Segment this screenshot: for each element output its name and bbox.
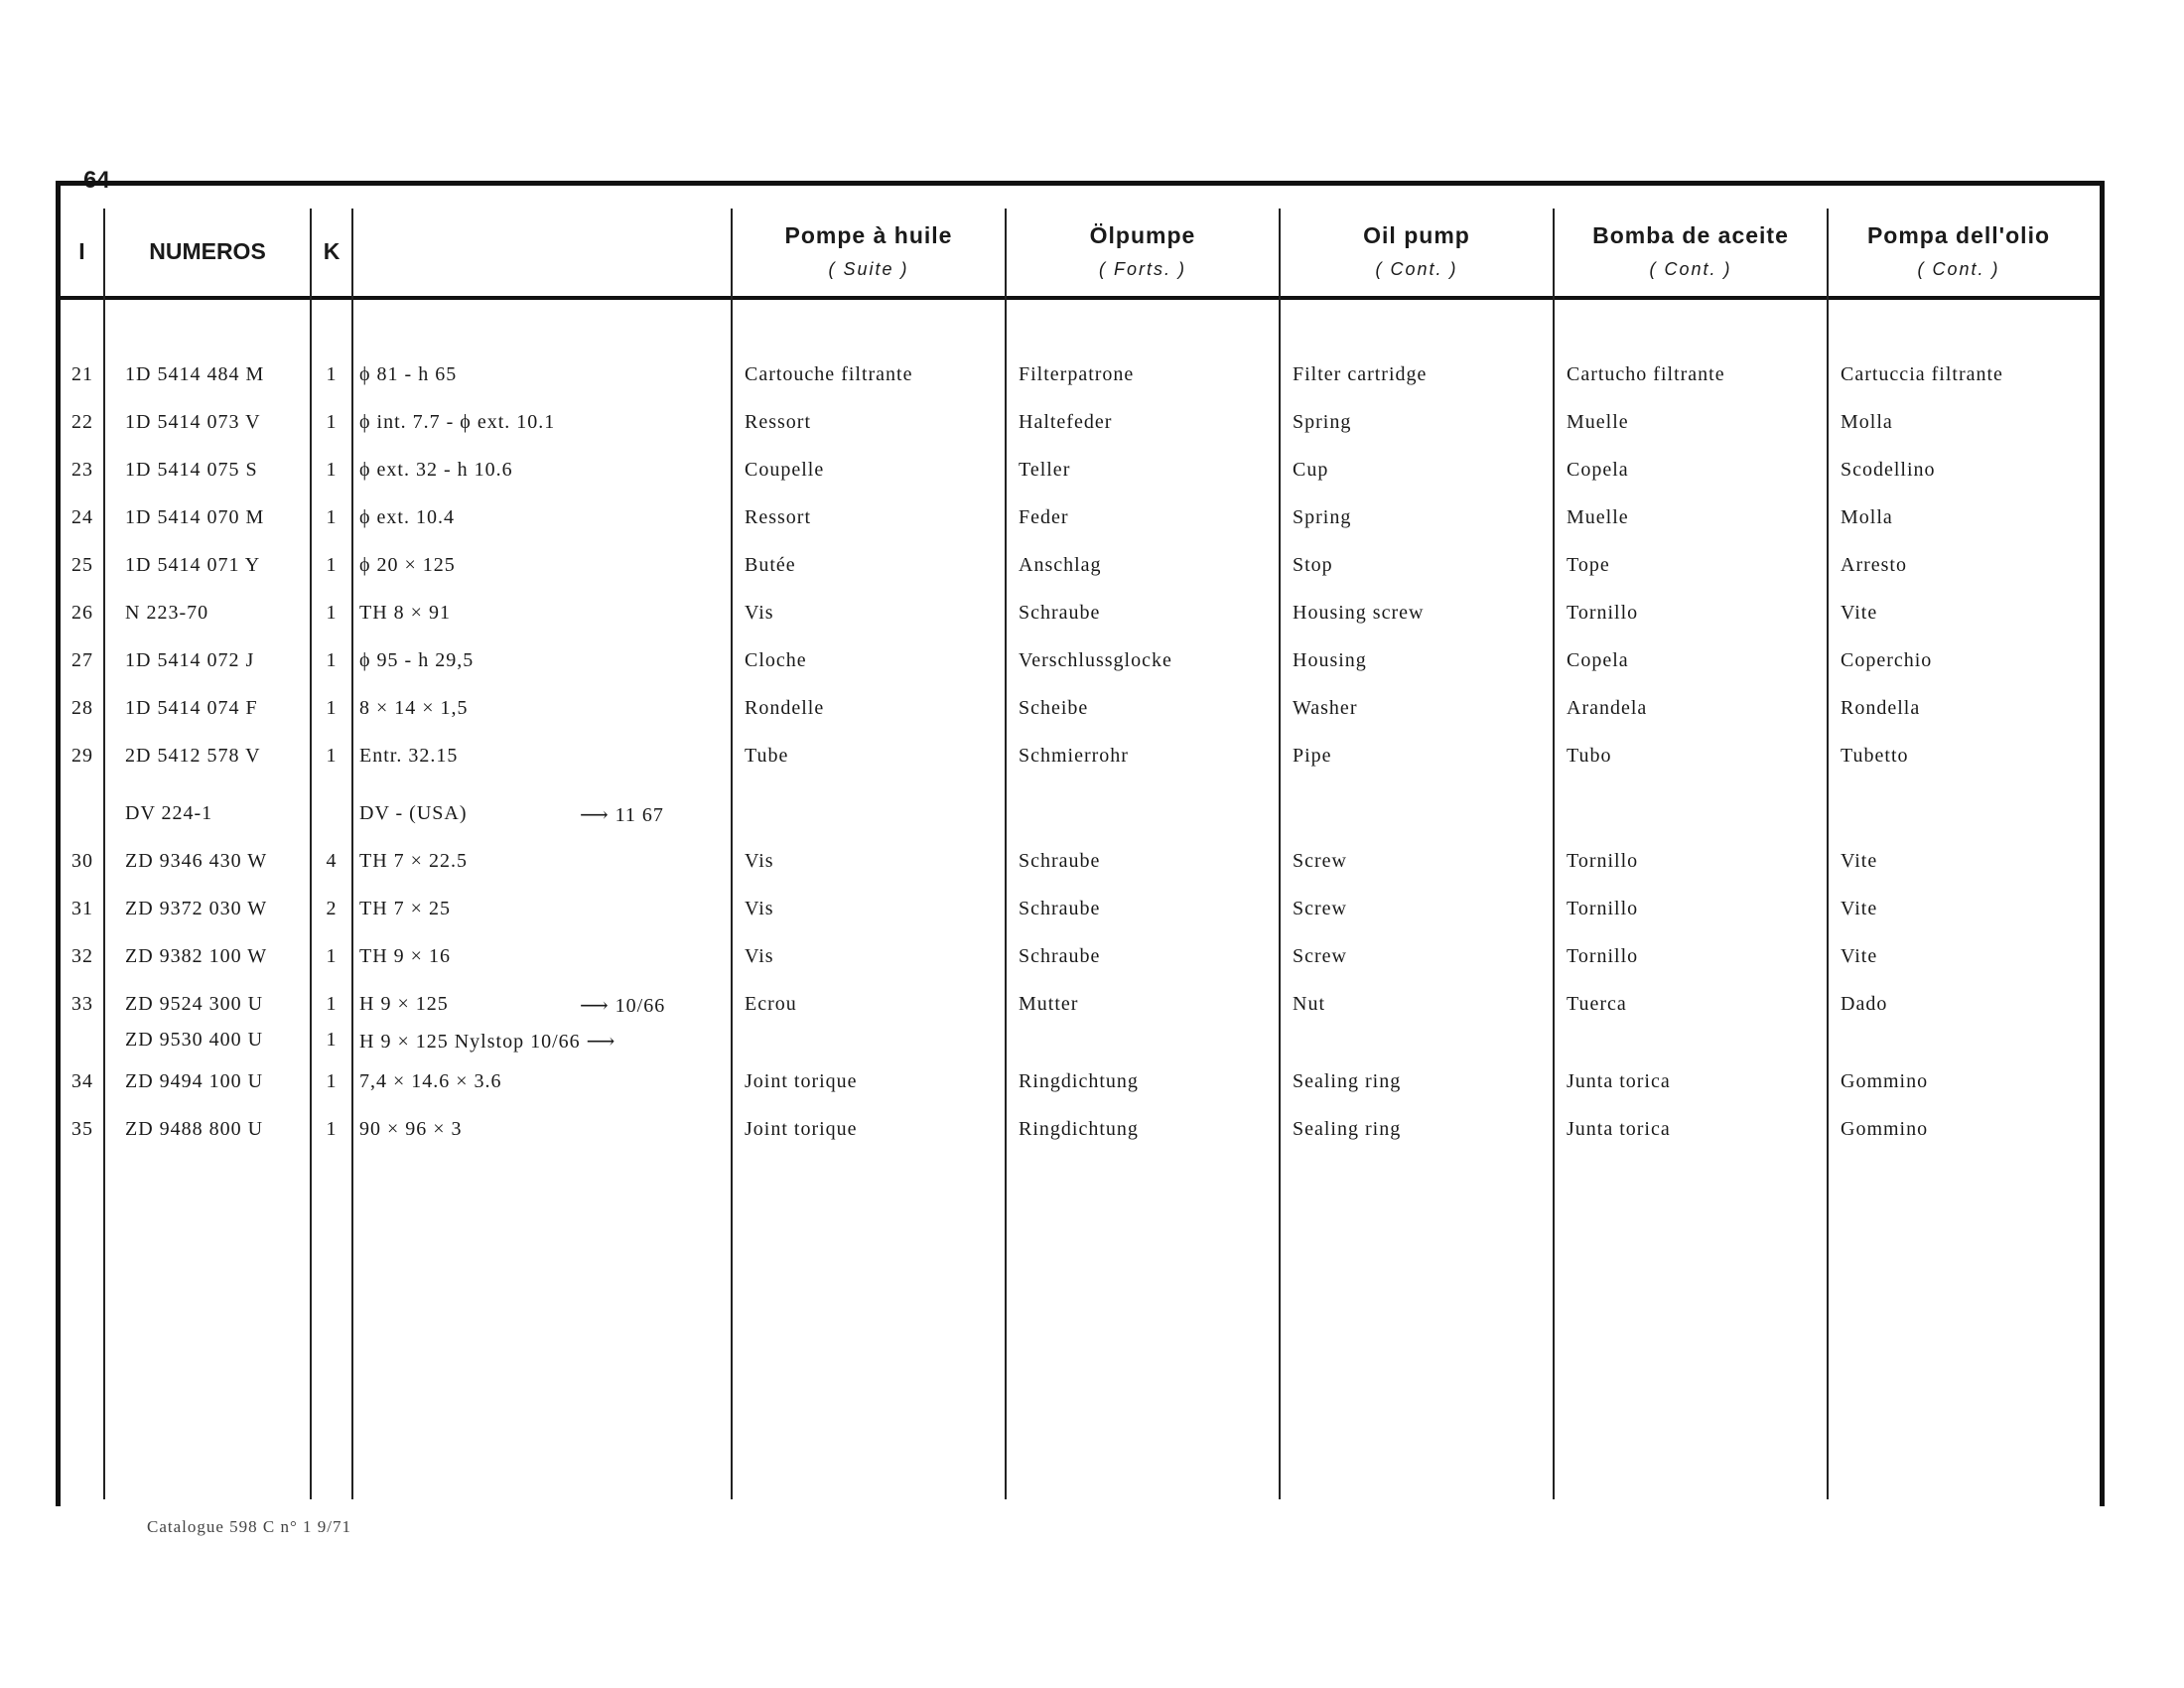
header-en-title: Oil pump — [1363, 222, 1470, 248]
cell-idx: 29 — [71, 745, 93, 767]
cell-fr: Butée — [745, 554, 796, 576]
cell-es: Junta torica — [1567, 1118, 1671, 1140]
cell-es: Junta torica — [1567, 1070, 1671, 1092]
cell-en: Screw — [1293, 945, 1347, 967]
cell-es: Tornillo — [1567, 850, 1639, 872]
cell-es: Copela — [1567, 649, 1629, 671]
cell-en: Washer — [1293, 697, 1358, 719]
cell-fr: Cartouche filtrante — [745, 363, 913, 385]
cell-k: 1 — [326, 602, 338, 624]
cell-k: 1 — [326, 506, 338, 528]
cell-de: Filterpatrone — [1019, 363, 1135, 385]
cell-it: Rondella — [1841, 697, 1921, 719]
header-index-label: I — [78, 237, 85, 264]
cell-idx: 25 — [71, 554, 93, 576]
cell-desc: Entr. 32.15 — [359, 745, 459, 767]
catalogue-footer: Catalogue 598 C n° 1 9/71 — [147, 1517, 352, 1536]
cell-arrow: ⟶ 11 67 — [580, 804, 664, 826]
cell-de: Haltefeder — [1019, 411, 1113, 433]
cell-desc: 7,4 × 14.6 × 3.6 — [359, 1070, 502, 1092]
cell-idx: 23 — [71, 459, 93, 481]
cell-de: Teller — [1019, 459, 1071, 481]
cell-idx: 34 — [71, 1070, 93, 1092]
cell-idx: 27 — [71, 649, 93, 671]
table-row — [0, 1070, 2184, 1100]
header-de-title: Ölpumpe — [1089, 222, 1196, 248]
table-row — [0, 602, 2184, 632]
cell-num: ZD 9346 430 W — [125, 850, 268, 872]
cell-es: Tornillo — [1567, 898, 1639, 919]
cell-en: Spring — [1293, 411, 1352, 433]
cell-fr: Coupelle — [745, 459, 825, 481]
cell-it: Vite — [1841, 850, 1878, 872]
cell-fr: Ecrou — [745, 993, 797, 1015]
cell-en: Housing — [1293, 649, 1367, 671]
table-row — [0, 649, 2184, 679]
header-fr-title: Pompe à huile — [784, 222, 953, 248]
header-es-title: Bomba de aceite — [1592, 222, 1789, 248]
cell-num: ZD 9494 100 U — [125, 1070, 264, 1092]
cell-en: Pipe — [1293, 745, 1332, 767]
header-it-sub: ( Cont. ) — [1917, 259, 2000, 279]
cell-desc: TH 8 × 91 — [359, 602, 451, 624]
cell-k: 2 — [326, 898, 338, 919]
cell-de: Schmierrohr — [1019, 745, 1129, 767]
cell-it: Tubetto — [1841, 745, 1909, 767]
cell-de: Ringdichtung — [1019, 1118, 1139, 1140]
cell-de: Anschlag — [1019, 554, 1102, 576]
table-row — [0, 1118, 2184, 1148]
cell-desc: TH 7 × 22.5 — [359, 850, 468, 872]
cell-k: 1 — [326, 554, 338, 576]
cell-fr: Rondelle — [745, 697, 825, 719]
cell-desc: TH 9 × 16 — [359, 945, 451, 967]
cell-desc: DV - (USA) — [359, 802, 468, 824]
cell-k: 1 — [326, 993, 338, 1015]
cell-en: Stop — [1293, 554, 1333, 576]
table-row — [0, 745, 2184, 774]
cell-arrow: ⟶ 10/66 — [580, 995, 666, 1017]
cell-de: Scheibe — [1019, 697, 1089, 719]
cell-de: Verschlussglocke — [1019, 649, 1172, 671]
header-k-label: K — [323, 237, 341, 264]
cell-de: Schraube — [1019, 850, 1101, 872]
cell-it: Cartuccia filtrante — [1841, 363, 2003, 385]
cell-desc: H 9 × 125 Nylstop 10/66 ⟶ — [359, 1031, 616, 1053]
cell-es: Copela — [1567, 459, 1629, 481]
cell-en: Spring — [1293, 506, 1352, 528]
cell-num: 1D 5414 071 Y — [125, 554, 261, 576]
cell-num: DV 224-1 — [125, 802, 213, 824]
cell-es: Tope — [1567, 554, 1610, 576]
cell-fr: Vis — [745, 898, 774, 919]
cell-en: Screw — [1293, 898, 1347, 919]
cell-desc: 90 × 96 × 3 — [359, 1118, 463, 1140]
cell-desc: ϕ 20 × 125 — [359, 554, 456, 576]
cell-idx: 35 — [71, 1118, 93, 1140]
header-de-sub: ( Forts. ) — [1099, 259, 1186, 279]
cell-idx: 28 — [71, 697, 93, 719]
cell-idx: 30 — [71, 850, 93, 872]
cell-it: Dado — [1841, 993, 1888, 1015]
cell-k: 4 — [326, 850, 338, 872]
cell-it: Molla — [1841, 411, 1893, 433]
cell-num: 1D 5414 072 J — [125, 649, 255, 671]
cell-de: Schraube — [1019, 945, 1101, 967]
table-row — [0, 506, 2184, 536]
cell-en: Cup — [1293, 459, 1329, 481]
cell-idx: 33 — [71, 993, 93, 1015]
cell-fr: Joint torique — [745, 1070, 858, 1092]
cell-es: Tuerca — [1567, 993, 1627, 1015]
cell-k: 1 — [326, 745, 338, 767]
cell-k: 1 — [326, 1070, 338, 1092]
cell-de: Schraube — [1019, 602, 1101, 624]
cell-de: Mutter — [1019, 993, 1079, 1015]
header-fr-sub: ( Suite ) — [828, 259, 909, 279]
cell-num: ZD 9382 100 W — [125, 945, 268, 967]
cell-idx: 24 — [71, 506, 93, 528]
cell-k: 1 — [326, 1029, 338, 1051]
table-row — [0, 363, 2184, 393]
table-row — [0, 411, 2184, 441]
cell-it: Arresto — [1841, 554, 1907, 576]
cell-desc: ϕ ext. 10.4 — [359, 506, 455, 528]
table-row — [0, 1029, 2184, 1058]
cell-desc: H 9 × 125 — [359, 993, 449, 1015]
cell-it: Coperchio — [1841, 649, 1933, 671]
table-row — [0, 802, 2184, 832]
cell-en: Nut — [1293, 993, 1325, 1015]
cell-es: Muelle — [1567, 506, 1629, 528]
cell-es: Cartucho filtrante — [1567, 363, 1725, 385]
cell-es: Arandela — [1567, 697, 1648, 719]
cell-en: Filter cartridge — [1293, 363, 1428, 385]
cell-en: Screw — [1293, 850, 1347, 872]
cell-num: ZD 9530 400 U — [125, 1029, 264, 1051]
cell-fr: Tube — [745, 745, 789, 767]
cell-fr: Ressort — [745, 506, 811, 528]
header-es-sub: ( Cont. ) — [1649, 259, 1732, 279]
cell-fr: Vis — [745, 850, 774, 872]
cell-de: Schraube — [1019, 898, 1101, 919]
cell-it: Vite — [1841, 945, 1878, 967]
cell-k: 1 — [326, 411, 338, 433]
cell-en: Housing screw — [1293, 602, 1425, 624]
cell-num: 1D 5414 074 F — [125, 697, 258, 719]
table-row — [0, 945, 2184, 975]
cell-num: N 223-70 — [125, 602, 209, 624]
table-row — [0, 459, 2184, 489]
cell-num: ZD 9488 800 U — [125, 1118, 264, 1140]
page-number: 64 — [83, 167, 110, 194]
cell-k: 1 — [326, 649, 338, 671]
cell-en: Sealing ring — [1293, 1118, 1402, 1140]
cell-it: Scodellino — [1841, 459, 1936, 481]
table-row — [0, 697, 2184, 727]
cell-fr: Joint torique — [745, 1118, 858, 1140]
cell-k: 1 — [326, 363, 338, 385]
cell-it: Vite — [1841, 602, 1878, 624]
cell-fr: Ressort — [745, 411, 811, 433]
cell-num: ZD 9524 300 U — [125, 993, 264, 1015]
cell-num: 1D 5414 073 V — [125, 411, 261, 433]
cell-de: Ringdichtung — [1019, 1070, 1139, 1092]
cell-desc: 8 × 14 × 1,5 — [359, 697, 469, 719]
cell-idx: 22 — [71, 411, 93, 433]
cell-idx: 32 — [71, 945, 93, 967]
cell-es: Muelle — [1567, 411, 1629, 433]
cell-fr: Vis — [745, 602, 774, 624]
cell-idx: 26 — [71, 602, 93, 624]
cell-it: Gommino — [1841, 1118, 1929, 1140]
cell-num: ZD 9372 030 W — [125, 898, 268, 919]
cell-k: 1 — [326, 459, 338, 481]
cell-desc: ϕ int. 7.7 - ϕ ext. 10.1 — [359, 411, 556, 433]
cell-desc: ϕ ext. 32 - h 10.6 — [359, 459, 513, 481]
header-it-title: Pompa dell'olio — [1866, 222, 2051, 248]
cell-es: Tornillo — [1567, 945, 1639, 967]
cell-k: 1 — [326, 1118, 338, 1140]
cell-num: 1D 5414 484 M — [125, 363, 265, 385]
cell-num: 1D 5414 075 S — [125, 459, 258, 481]
cell-idx: 31 — [71, 898, 93, 919]
cell-de: Feder — [1019, 506, 1069, 528]
cell-num: 2D 5412 578 V — [125, 745, 261, 767]
cell-idx: 21 — [71, 363, 93, 385]
table-row — [0, 554, 2184, 584]
cell-num: 1D 5414 070 M — [125, 506, 265, 528]
cell-es: Tornillo — [1567, 602, 1639, 624]
cell-it: Gommino — [1841, 1070, 1929, 1092]
header-en-sub: ( Cont. ) — [1375, 259, 1458, 279]
table-row — [0, 993, 2184, 1023]
cell-desc: TH 7 × 25 — [359, 898, 451, 919]
cell-k: 1 — [326, 697, 338, 719]
header-numeros-label: NUMEROS — [149, 237, 266, 264]
cell-it: Vite — [1841, 898, 1878, 919]
table-row — [0, 898, 2184, 927]
cell-fr: Cloche — [745, 649, 807, 671]
cell-it: Molla — [1841, 506, 1893, 528]
cell-desc: ϕ 81 - h 65 — [359, 363, 458, 385]
table-row — [0, 850, 2184, 880]
cell-en: Sealing ring — [1293, 1070, 1402, 1092]
cell-desc: ϕ 95 - h 29,5 — [359, 649, 475, 671]
cell-es: Tubo — [1567, 745, 1612, 767]
cell-fr: Vis — [745, 945, 774, 967]
cell-k: 1 — [326, 945, 338, 967]
